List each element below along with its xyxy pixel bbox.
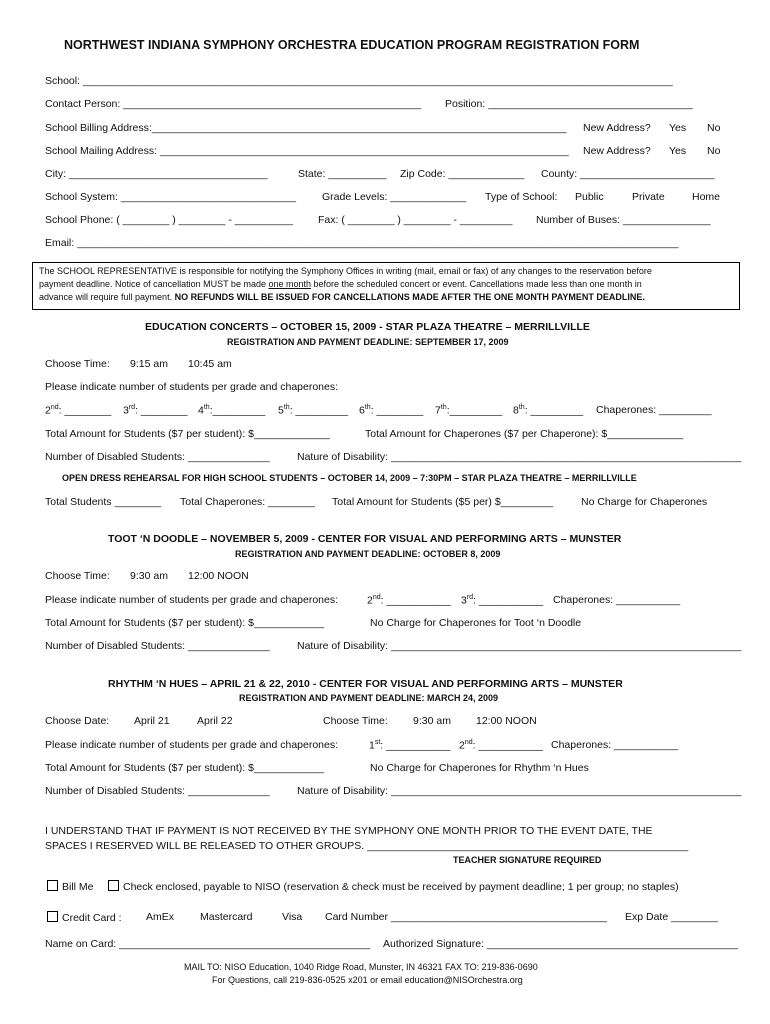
- education-choose-time-label: Choose Time:: [45, 358, 110, 370]
- school-field[interactable]: School: _____________________________________________________________________________________________________: [45, 75, 673, 87]
- grade-levels-field[interactable]: Grade Levels: _____________: [322, 191, 467, 203]
- notice-line-3: advance will require full payment. NO REFUNDS WILL BE ISSUED FOR CANCELLATIONS MADE AFTER THE ONE MONTH PAYMENT DEADLINE.: [39, 292, 645, 302]
- type-home-option[interactable]: Home: [692, 191, 721, 203]
- rhythm-choose-time-label: Choose Time:: [323, 715, 388, 727]
- visa-option[interactable]: Visa: [282, 911, 303, 923]
- type-private-option[interactable]: Private: [632, 191, 665, 203]
- toot-chaperones-field[interactable]: Chaperones: ___________: [553, 594, 681, 606]
- toot-header: TOOT ‘N DOODLE – NOVEMBER 5, 2009 - CENTER FOR VISUAL AND PERFORMING ARTS – MUNSTER: [108, 533, 622, 545]
- education-indicate-label: Please indicate number of students per grade and chaperones:: [45, 381, 339, 393]
- education-disabled-field[interactable]: Number of Disabled Students: ______________: [45, 451, 270, 463]
- notice-line-2: payment deadline. Notice of cancellation MUST be made one month before the scheduled concert or event. Cancellations made less than one month in: [39, 279, 642, 289]
- toot-time-noon[interactable]: 12:00 NOON: [188, 570, 249, 582]
- exp-date-field[interactable]: Exp Date ________: [625, 911, 718, 923]
- rhythm-grade-2-field[interactable]: 2nd: ___________: [459, 739, 543, 752]
- rhythm-date-april-22[interactable]: April 22: [197, 715, 233, 727]
- mailing-new-address-label: New Address?: [583, 145, 651, 157]
- authorized-signature-field[interactable]: Authorized Signature: ___________________________________________: [383, 938, 739, 950]
- rhythm-grade-1-field[interactable]: 1st: ___________: [369, 739, 451, 752]
- education-grade-6-field[interactable]: 6th: ________: [359, 404, 424, 417]
- questions-footer: For Questions, call 219-836-0525 x201 or email education@NISOrchestra.org: [212, 975, 523, 985]
- notice-line-1: The SCHOOL REPRESENTATIVE is responsible for notifying the Symphony Offices in writing (mail, email or fax) of any changes to the reservation before: [39, 266, 652, 276]
- education-grade-2-field[interactable]: 2nd: ________: [45, 404, 112, 417]
- rhythm-total-students-field[interactable]: Total Amount for Students ($7 per student): $____________: [45, 762, 325, 774]
- school-system-field[interactable]: School System: ______________________________: [45, 191, 297, 203]
- fax-field[interactable]: Fax: ( ________ ) ________ - _________: [318, 214, 513, 226]
- state-field[interactable]: State: __________: [298, 168, 387, 180]
- education-grade-4-field[interactable]: 4th:_________: [198, 404, 266, 417]
- toot-grade-2-field[interactable]: 2nd: ___________: [367, 594, 451, 607]
- education-time-1045[interactable]: 10:45 am: [188, 358, 232, 370]
- toot-indicate-label: Please indicate number of students per grade and chaperones:: [45, 594, 339, 606]
- billing-address-field[interactable]: School Billing Address:_______________________________________________________________________: [45, 122, 567, 134]
- rhythm-header: RHYTHM ‘N HUES – APRIL 21 & 22, 2010 - CENTER FOR VISUAL AND PERFORMING ARTS – MUNSTER: [108, 678, 623, 690]
- city-field[interactable]: City: __________________________________: [45, 168, 268, 180]
- page-title: NORTHWEST INDIANA SYMPHONY ORCHESTRA EDUCATION PROGRAM REGISTRATION FORM: [64, 38, 640, 52]
- toot-total-students-field[interactable]: Total Amount for Students ($7 per student): $____________: [45, 617, 325, 629]
- education-chaperones-field[interactable]: Chaperones: _________: [596, 404, 712, 416]
- type-public-option[interactable]: Public: [575, 191, 604, 203]
- rhythm-time-930[interactable]: 9:30 am: [413, 715, 451, 727]
- education-deadline: REGISTRATION AND PAYMENT DEADLINE: SEPTEMBER 17, 2009: [227, 337, 509, 347]
- rhythm-no-charge: No Charge for Chaperones for Rhythm ‘n Hues: [370, 762, 589, 774]
- education-concerts-header: EDUCATION CONCERTS – OCTOBER 15, 2009 - STAR PLAZA THEATRE – MERRILLVILLE: [145, 321, 590, 333]
- zip-field[interactable]: Zip Code: _____________: [400, 168, 525, 180]
- name-on-card-field[interactable]: Name on Card: ___________________________________________: [45, 938, 371, 950]
- mail-to-footer: MAIL TO: NISO Education, 1040 Ridge Road, Munster, IN 46321 FAX TO: 219-836-0690: [184, 962, 538, 972]
- rhythm-nature-field[interactable]: Nature of Disability: ____________________________________________________________: [297, 785, 742, 797]
- check-enclosed-option[interactable]: Check enclosed, payable to NISO (reservation & check must be received by payment deadline; 1 per group; no staples): [108, 880, 679, 893]
- rehearsal-no-charge: No Charge for Chaperones: [581, 496, 708, 508]
- rhythm-time-noon[interactable]: 12:00 NOON: [476, 715, 537, 727]
- bill-me-checkbox[interactable]: [47, 880, 58, 891]
- agreement-line-1: I UNDERSTAND THAT IF PAYMENT IS NOT RECEIVED BY THE SYMPHONY ONE MONTH PRIOR TO THE EVENT DATE, THE: [45, 825, 653, 837]
- billing-yes-option[interactable]: Yes: [669, 122, 687, 134]
- toot-nature-field[interactable]: Nature of Disability: ____________________________________________________________: [297, 640, 742, 652]
- rehearsal-students-field[interactable]: Total Students ________: [45, 496, 162, 508]
- type-of-school-label: Type of School:: [485, 191, 558, 203]
- rehearsal-chaperones-field[interactable]: Total Chaperones: ________: [180, 496, 315, 508]
- credit-card-checkbox[interactable]: [47, 911, 58, 922]
- rhythm-indicate-label: Please indicate number of students per grade and chaperones:: [45, 739, 339, 751]
- toot-grade-3-field[interactable]: 3rd: ___________: [461, 594, 544, 607]
- education-grade-3-field[interactable]: 3rd: ________: [123, 404, 188, 417]
- education-total-students-field[interactable]: Total Amount for Students ($7 per student): $_____________: [45, 428, 330, 440]
- email-field[interactable]: Email: _______________________________________________________________________________________________________: [45, 237, 679, 249]
- toot-disabled-field[interactable]: Number of Disabled Students: ______________: [45, 640, 270, 652]
- education-grade-7-field[interactable]: 7th:_________: [435, 404, 503, 417]
- bill-me-option[interactable]: Bill Me: [47, 880, 94, 893]
- education-nature-field[interactable]: Nature of Disability: ____________________________________________________________: [297, 451, 742, 463]
- rehearsal-amount-field[interactable]: Total Amount for Students ($5 per) $_________: [332, 496, 554, 508]
- school-phone-field[interactable]: School Phone: ( ________ ) ________ - __________: [45, 214, 294, 226]
- mastercard-option[interactable]: Mastercard: [200, 911, 253, 923]
- check-enclosed-checkbox[interactable]: [108, 880, 119, 891]
- billing-no-option[interactable]: No: [707, 122, 721, 134]
- mailing-no-option[interactable]: No: [707, 145, 721, 157]
- rhythm-choose-date-label: Choose Date:: [45, 715, 110, 727]
- toot-no-charge: No Charge for Chaperones for Toot ‘n Doodle: [370, 617, 582, 629]
- mailing-yes-option[interactable]: Yes: [669, 145, 687, 157]
- toot-time-930[interactable]: 9:30 am: [130, 570, 168, 582]
- teacher-signature-label: TEACHER SIGNATURE REQUIRED: [453, 855, 602, 865]
- rhythm-chaperones-field[interactable]: Chaperones: ___________: [551, 739, 679, 751]
- agreement-line-2-signature[interactable]: SPACES I RESERVED WILL BE RELEASED TO OTHER GROUPS. _______________________________________________________: [45, 840, 689, 852]
- amex-option[interactable]: AmEx: [146, 911, 175, 923]
- rehearsal-header: OPEN DRESS REHEARSAL FOR HIGH SCHOOL STUDENTS – OCTOBER 14, 2009 – 7:30PM – STAR PLAZA THEATRE – MERRILLVILLE: [62, 473, 637, 483]
- rhythm-date-april-21[interactable]: April 21: [134, 715, 170, 727]
- rhythm-deadline: REGISTRATION AND PAYMENT DEADLINE: MARCH 24, 2009: [239, 693, 499, 703]
- buses-field[interactable]: Number of Buses: _______________: [536, 214, 711, 226]
- rhythm-disabled-field[interactable]: Number of Disabled Students: ______________: [45, 785, 270, 797]
- position-field[interactable]: Position: ___________________________________: [445, 98, 693, 110]
- contact-person-field[interactable]: Contact Person: ___________________________________________________: [45, 98, 422, 110]
- card-number-field[interactable]: Card Number _____________________________________: [325, 911, 608, 923]
- education-total-chaperones-field[interactable]: Total Amount for Chaperones ($7 per Chaperone): $_____________: [365, 428, 684, 440]
- education-grade-8-field[interactable]: 8th: _________: [513, 404, 584, 417]
- toot-deadline: REGISTRATION AND PAYMENT DEADLINE: OCTOBER 8, 2009: [235, 549, 501, 559]
- education-time-915[interactable]: 9:15 am: [130, 358, 168, 370]
- billing-new-address-label: New Address?: [583, 122, 651, 134]
- education-grade-5-field[interactable]: 5th: _________: [278, 404, 349, 417]
- mailing-address-field[interactable]: School Mailing Address: ______________________________________________________________________: [45, 145, 569, 157]
- credit-card-option[interactable]: Credit Card :: [47, 911, 122, 924]
- county-field[interactable]: County: _______________________: [541, 168, 715, 180]
- toot-choose-time-label: Choose Time:: [45, 570, 110, 582]
